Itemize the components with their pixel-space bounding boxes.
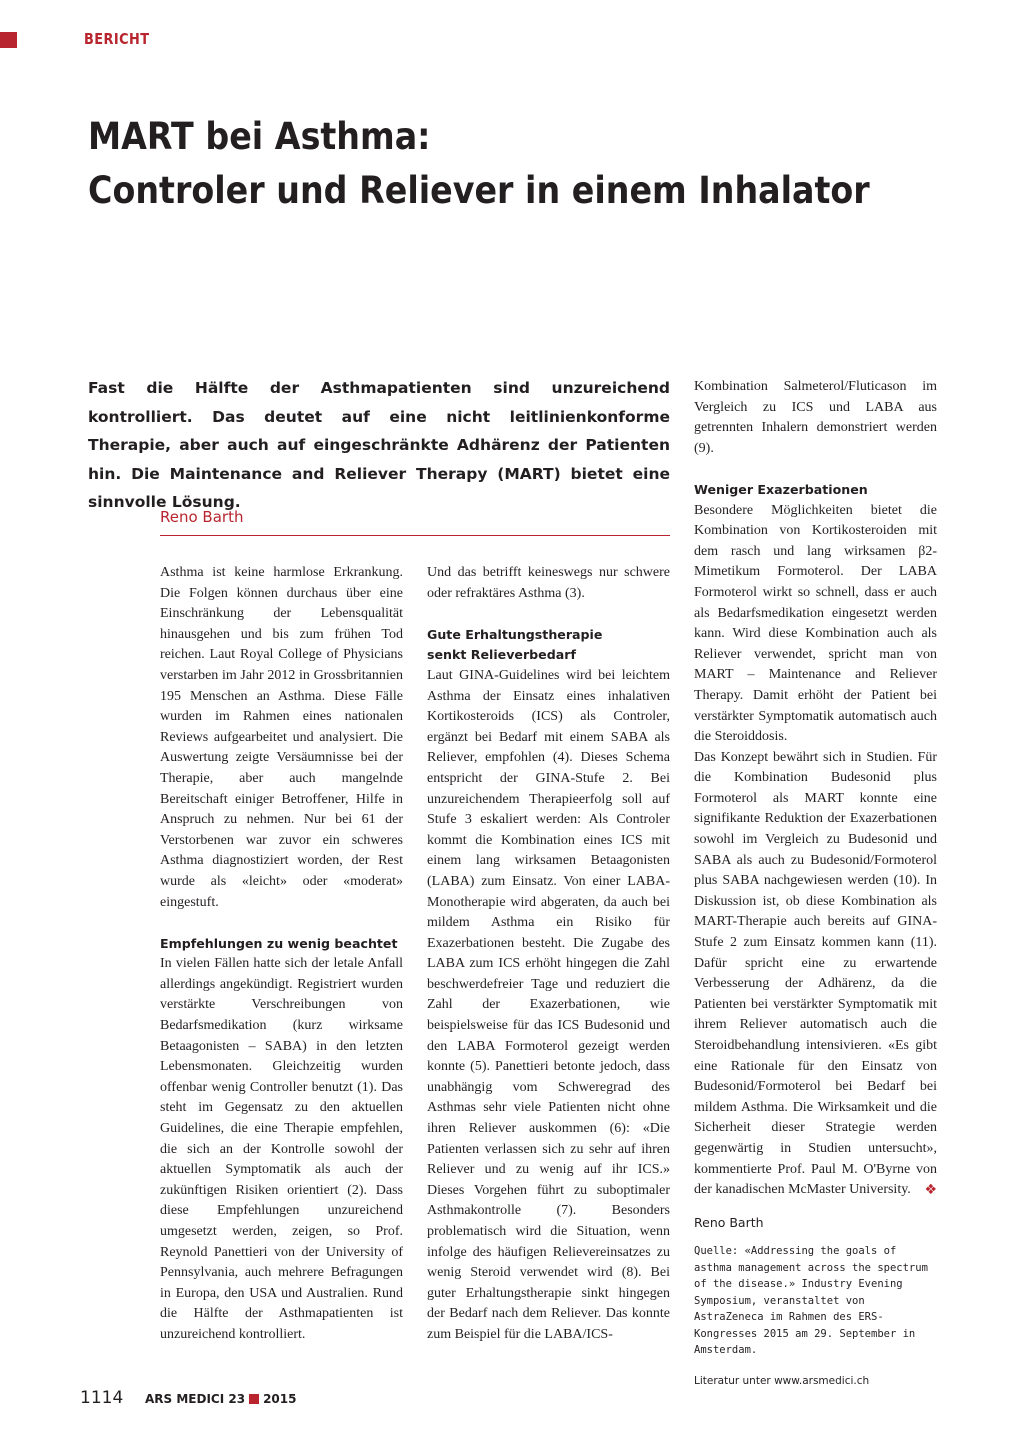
- paragraph: [694, 748, 937, 1201]
- literature-link[interactable]: Literatur unter www.arsmedici.ch: [694, 1374, 870, 1387]
- subheading: Gute Erhaltungstherapie: [427, 626, 603, 642]
- paragraph-text: Das Konzept bewährt sich in Studien. Für die Kombination Budesonid plus Formoterol als MART konnte eine signifikante Reduktion der Exazerbationen sowohl im Vergleich zu Budesonid und SABA als auch zu Budesonid/Formoterol plus SABA nachgewiesen werden (10). In Diskussion ist, ob diese Kombination als MART-Therapie auch bereits auf GINA-Stufe 2 zum Einsatz kommen kann (11). Dafür spricht eine zu erwartende Verbesserung der Adhärenz, da die Patienten bei verstärkter Symptomatik mit ihrem Reliever automatisch auch die Steroidbehandlung intensivieren. «Es gibt eine Rationale für den Einsatz von Budesonid/Formoterol bei Bedarf bei mildem Asthma. Die Wirksamkeit und die Sicherheit dieser Strategie werden gegenwärtig in Studien untersucht», kommentierte Prof. Paul M. O'Byrne von der kanadischen McMaster University.: [694, 749, 937, 1198]
- title-line-1: MART bei Asthma:: [88, 115, 431, 158]
- footer-square-icon: [249, 1394, 259, 1404]
- page-number: 1114: [80, 1388, 124, 1408]
- article-title: [88, 110, 870, 218]
- text-column-2: [427, 563, 670, 1346]
- journal-name: ARS MEDICI 23: [145, 1392, 246, 1406]
- lead-paragraph: Fast die Hälfte der Asthmapatienten sind unzureichend kontrolliert. Das deutet auf eine nicht leitlinienkonforme Therapie, aber auch auf eingeschränkte Adhärenz der Patienten hin. Die Maintenance and Reliever Therapy (MART) bietet eine sinnvolle Lösung.: [88, 379, 670, 511]
- section-label: BERICHT: [84, 30, 150, 48]
- paragraph: Laut GINA-Guidelines wird bei leichtem Asthma der Einsatz eines inhalativen Kortikosteroids (ICS) als Controler, ergänzt bei Bedarf mit einem SABA als Reliever, empfohlen (4). Dieses Schema entspricht der GINA-Stufe 2. Bei unzureichendem Therapieerfolg soll auf Stufe 3 eskaliert werden: Als Controler kommt die Kombination eines ICS mit einem lang wirksamen Betaagonisten (LABA) zum Einsatz. Von einer LABA-Monotherapie wird abgeraten, da auch bei mildem Asthma ein Risiko für Exazerbationen besteht. Die Zugabe des LABA zum ICS erhöht hingegen die Zahl beschwerdefreier Tage und reduziert die Zahl der Exazerbationen, wie beispielsweise für das ICS Budesonid und den LABA Formoterol gezeigt werden konnte (5). Panettieri betonte jedoch, dass unabhängig vom Schweregrad des Asthmas sehr viele Patienten nicht ohne ihren Reliever auskommen (6): «Die Patienten verlassen sich zu sehr auf ihren Reliever und zu wenig auf ihr ICS.» Dieses Vorgehen führt zu suboptimaler Asthmakontrolle (7). Besonders problematisch wird die Situation, wenn infolge des häufigen Relievereinsatzes zu wenig Steroid verwendet wird (8). Bei guter Erhaltungstherapie sinkt hingegen der Bedarf nach dem Reliever. Das konnte zum Beispiel für die LABA/ICS-: [427, 667, 670, 1342]
- subheading: Empfehlungen zu wenig beachtet: [160, 935, 398, 951]
- journal-year: 2015: [263, 1392, 297, 1406]
- title-line-2: Controler und Reliever in einem Inhalator: [88, 169, 870, 212]
- text-column-1: [160, 563, 403, 1346]
- paragraph: In vielen Fällen hatte sich der letale Anfall allerdings angekündigt. Registriert wurden verstärkte Verschreibungen von Bedarfsmedikation (kurz wirksame Betaagonisten – SABA) in den letzten Lebensmonaten. Gleichzeitig wurden offenbar wenig Controller benutzt (1). Das steht im Gegensatz zu den aktuellen Guidelines, die eine Therapie empfehlen, die sich an der Kontrolle sowohl der aktuellen Symptomatik als auch der zukünftigen Risiken orientiert (2). Dass diese Empfehlungen unzureichend umgesetzt werden, zeigen, so Prof. Reynold Panettieri von der University of Pennsylvania, auch mehrere Befragungen in Europa, den USA und Australien. Rund die Hälfte der Asthmapatienten ist unzureichend kontrolliert.: [160, 956, 403, 1342]
- paragraph: Kombination Salmeterol/Fluticason im Vergleich zu ICS und LABA aus getrennten Inhalern demonstriert werden (9).: [694, 379, 937, 456]
- end-mark-icon: ❖: [924, 1182, 937, 1199]
- source-note: Quelle: «Addressing the goals of asthma management across the spectrum of the disease.» Industry Evening Symposium, veranstaltet von AstraZeneca im Rahmen des ERS-Kongresses 2015 am 29. September in Amsterdam.: [694, 1245, 928, 1357]
- subheading: senkt Relieverbedarf: [427, 647, 576, 663]
- subheading: Weniger Exazerbationen: [694, 481, 868, 497]
- paragraph: Besondere Möglichkeiten bietet die Kombination von Kortikosteroiden mit dem rasch und lang wirksamen β2-Mimetikum Formoterol. Der LABA Formoterol wirkt so schnell, dass er auch als Bedarfsmedikation eingesetzt werden kann. Wird diese Kombination auch als Reliever verwendet, spricht man von MART – Maintenance and Reliever Therapy. Damit erhöht der Patient bei verstärkter Symptomatik automatisch auch die Steroiddosis.: [694, 502, 937, 745]
- byline-divider: [160, 535, 670, 536]
- author-byline: Reno Barth: [160, 508, 244, 526]
- paragraph: Und das betrifft keineswegs nur schwere oder refraktäres Asthma (3).: [427, 565, 670, 601]
- text-column-3: [694, 377, 937, 1391]
- section-marker: [0, 32, 17, 48]
- signature: Reno Barth: [694, 1214, 764, 1230]
- journal-footer: [145, 1392, 296, 1406]
- paragraph: Asthma ist keine harmlose Erkrankung. Die Folgen können durchaus über eine Einschränkung der Lebensqualität hinausgehen und bis zum frühen Tod reichen. Laut Royal College of Physicians verstarben im Jahr 2012 in Grossbritannien 195 Menschen an Asthma. Diese Fälle wurden im Rahmen eines nationalen Reviews aufgearbeitet und analysiert. Die Auswertung zeigte Versäumnisse bei der Therapie, aber auch mangelnde Bereitschaft einiger Betroffener, Hilfe in Anspruch zu nehmen. Nur bei 61 der Verstorbenen war zuvor ein schweres Asthma diagnostiziert worden, der Rest wurde als «leicht» oder «moderat» eingestuft.: [160, 565, 403, 910]
